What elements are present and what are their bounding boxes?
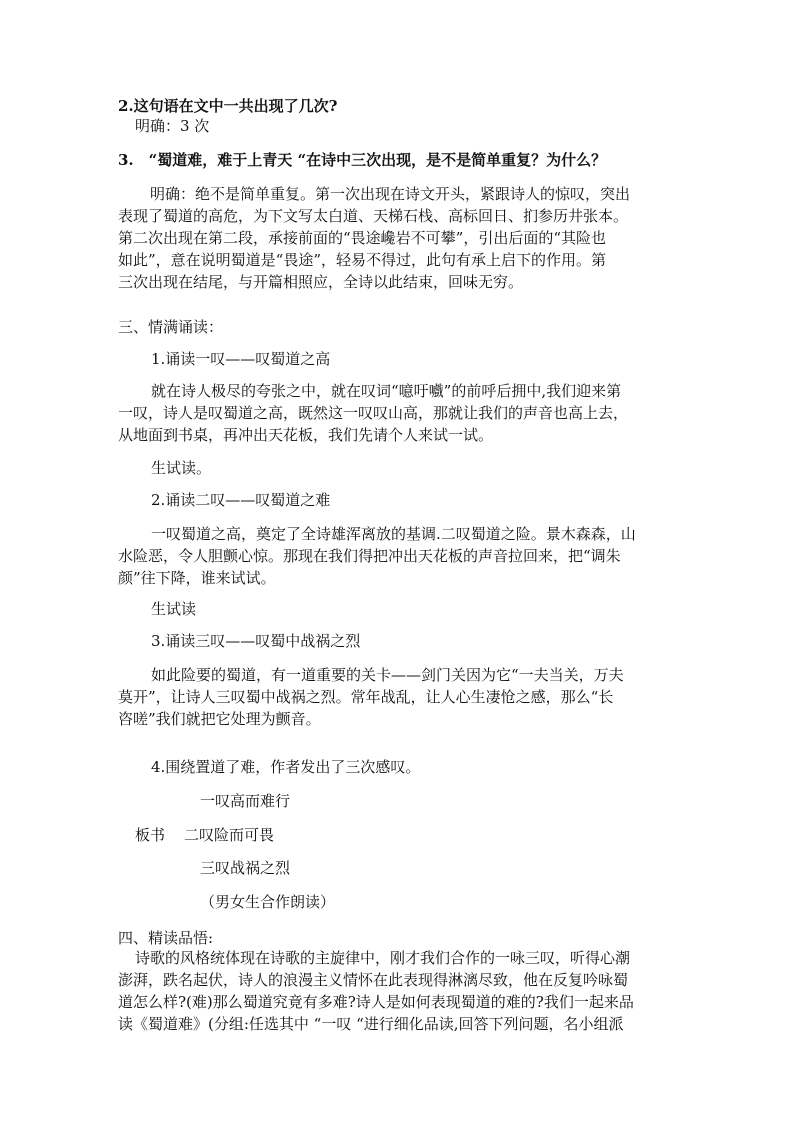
board-line: 二叹险而可畏 <box>184 826 275 844</box>
section-4-line: 诗歌的风格统体现在诗歌的主旋律中，刚才我们合作的一咏三叹，听得心潮 <box>135 949 631 967</box>
item-2-note: 生试读 <box>151 600 197 618</box>
section-3-heading: 三、情满诵读： <box>118 318 224 336</box>
section-4-heading: 四、精读品悟: <box>118 929 214 947</box>
question-3-answer-line: 表现了蜀道的高危，为下文写太白道、天梯石栈、高标回日、扪参历井张本。 <box>118 207 629 225</box>
item-4-title: 4.围绕置道了难，作者发出了三次感叹。 <box>151 758 421 776</box>
question-3-answer-line: 第二次出现在第二段，承接前面的“畏途巉岩不可攀”，引出后面的“其险也 <box>118 229 607 247</box>
board-label: 板书 <box>135 826 166 844</box>
question-3-answer-line: 如此”，意在说明蜀道是“畏途”，轻易不得过，此句有承上启下的作用。第 <box>118 251 607 269</box>
item-1-title: 1.诵读一叹——叹蜀道之高 <box>151 350 331 368</box>
item-3-title: 3.诵读三叹——叹蜀中战祸之烈 <box>151 632 361 650</box>
item-2-line: 一叹蜀道之高，奠定了全诗雄浑离放的基调.二叹蜀道之险。景木森森，山 <box>151 525 636 543</box>
item-1-line: 就在诗人极尽的夸张之中，就在叹词“噫吁嚱”的前呼后拥中,我们迎来第 <box>151 382 622 400</box>
section-4-line: 读《蜀道难》(分组:任选其中 “一叹 “进行细化品读,回答下列问题，名小组派 <box>118 1015 624 1033</box>
item-1-line: 一叹，诗人是叹蜀道之高，既然这一叹叹山高，那就让我们的声音也高上去， <box>118 404 629 422</box>
question-3-answer-line: 三次出现在结尾，与开篇相照应，全诗以此结束，回味无穷。 <box>118 273 524 291</box>
board-note: （男女生合作朗读） <box>200 893 336 911</box>
section-4-line: 道怎么样?(难)那么蜀道究竟有多难?诗人是如何表现蜀道的难的?我们一起来品 <box>118 993 634 1011</box>
board-line: 一叹高而难行 <box>200 792 291 810</box>
item-3-line: 如此险要的蜀道，有一道重要的关卡——剑门关因为它“一夫当关，万夫 <box>151 666 624 684</box>
item-3-line: 咨嗟”我们就把它处理为颤音。 <box>118 710 321 728</box>
question-2-title: 2.这句语在文中一共出现了几次? <box>118 97 338 115</box>
question-2-answer: 明确：3 次 <box>135 117 210 135</box>
item-1-note: 生试读。 <box>151 459 212 477</box>
item-1-line: 从地面到书桌，再冲出天花板，我们先请个人来试一试。 <box>118 426 494 444</box>
item-2-line: 水险恶，令人胆颤心惊。那现在我们得把冲出天花板的声音拉回来，把“调朱 <box>118 547 621 565</box>
section-4-line: 澎湃，跌名起伏，诗人的浪漫主义情怀在此表现得淋漓尽致，他在反复吟咏蜀 <box>118 971 629 989</box>
item-3-line: 莫开”，让诗人三叹蜀中战祸之烈。常年战乱，让人心生凄怆之感，那么“长 <box>118 688 614 706</box>
question-3-answer-line: 明确：绝不是简单重复。第一次出现在诗文开头，紧跟诗人的惊叹，突出 <box>150 185 631 203</box>
board-line: 三叹战祸之烈 <box>200 859 291 877</box>
question-3-title: 3. “蜀道难，难于上青天 “在诗中三次出现，是不是简单重复？为什么？ <box>118 151 607 169</box>
item-2-line: 颜”往下降，谁来试试。 <box>118 569 276 587</box>
item-2-title: 2.诵读二叹——叹蜀道之难 <box>151 491 331 509</box>
